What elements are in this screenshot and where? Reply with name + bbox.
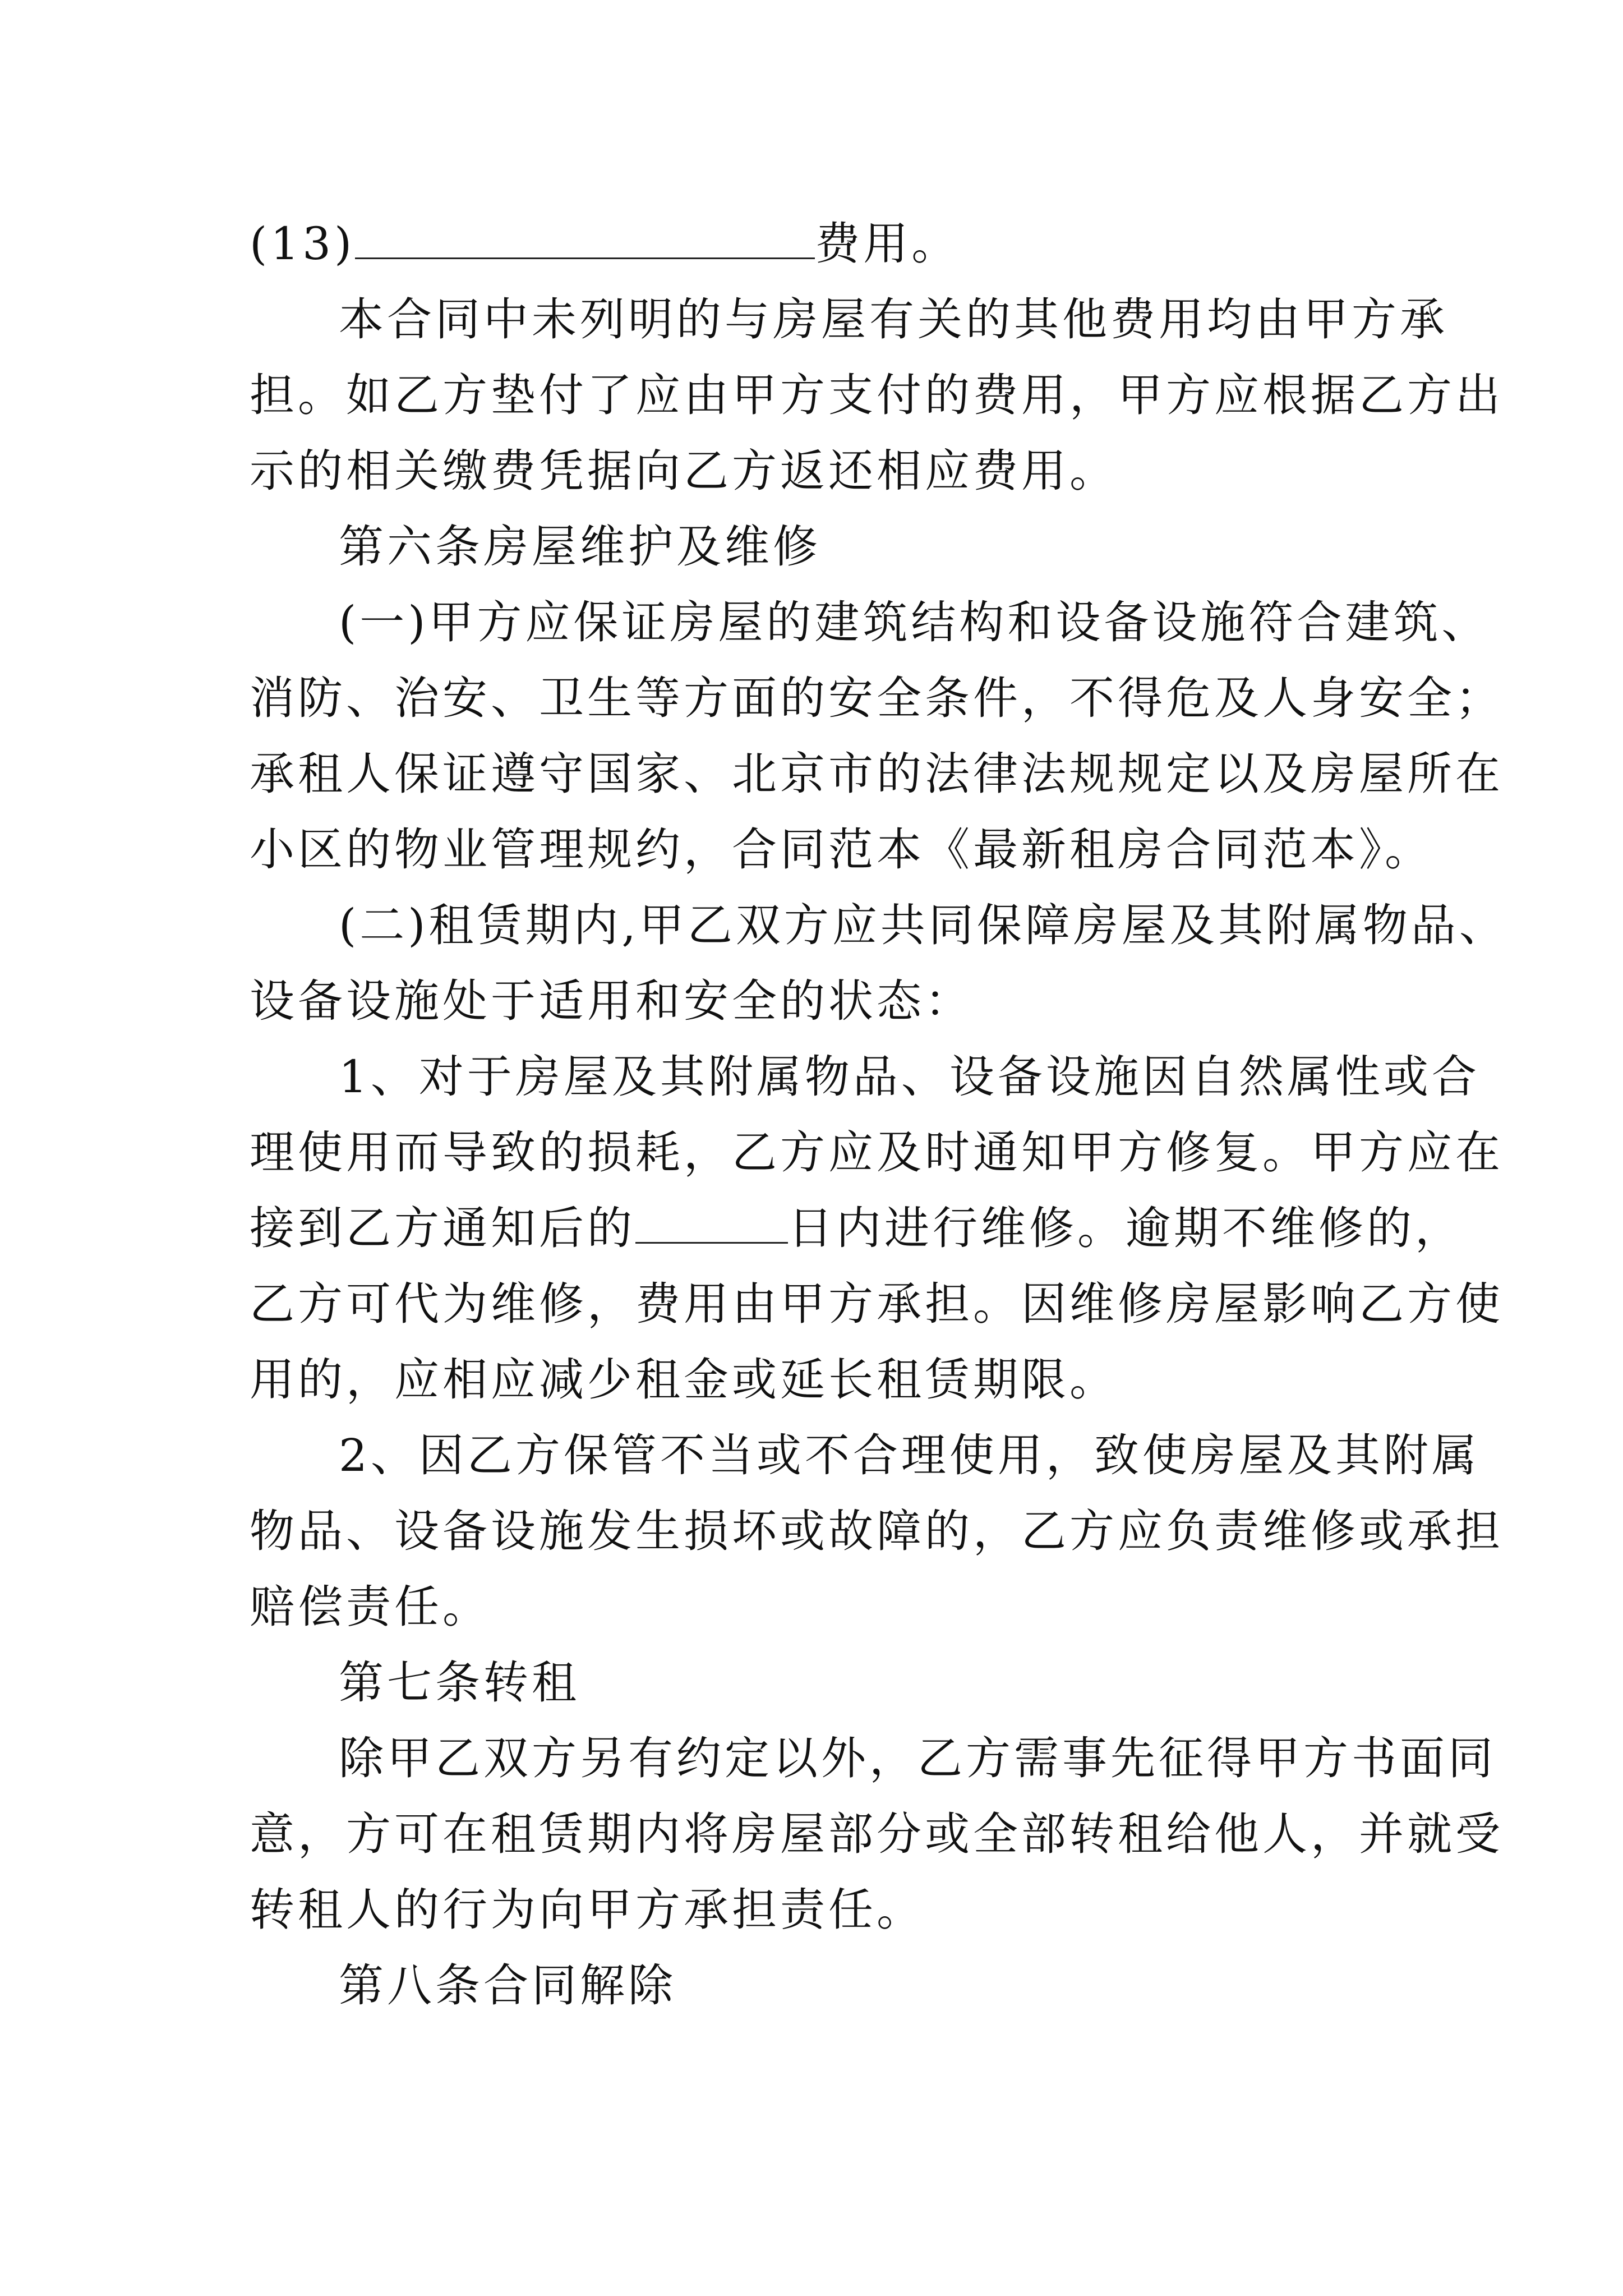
paragraph-line: 小区的物业管理规约，合同范本《最新租房合同范本》。 — [250, 823, 1433, 876]
paragraph-line: 2、因乙方保管不当或不合理使用，致使房屋及其附属 — [339, 1429, 1480, 1481]
article-6-heading: 第六条房屋维护及维修 — [339, 521, 821, 573]
article-8-heading: 第八条合同解除 — [339, 1959, 676, 2012]
paragraph-line: 消防、治安、卫生等方面的安全条件，不得危及人身安全； — [250, 672, 1504, 724]
paragraph-line: 用的，应相应减少租金或延长租赁期限。 — [250, 1354, 1118, 1406]
article-7-heading: 第七条转租 — [339, 1657, 580, 1709]
paragraph-line: 转租人的行为向甲方承担责任。 — [250, 1884, 925, 1936]
fee-item-13-text: 费用。 — [815, 218, 960, 270]
paragraph-line: 除甲乙双方另有约定以外，乙方需事先征得甲方书面同 — [339, 1732, 1496, 1784]
paragraph-line: 物品、设备设施发生损坏或故障的，乙方应负责维修或承担 — [250, 1505, 1504, 1557]
paragraph-line: (二)租赁期内,甲乙双方应共同保障房屋及其附属物品、 — [339, 899, 1507, 951]
paragraph-line: 担。如乙方垫付了应由甲方支付的费用，甲方应根据乙方出 — [250, 369, 1504, 421]
paragraph-line: 赔偿责任。 — [250, 1581, 491, 1633]
repair-days-pre-text: 接到乙方通知后的 — [250, 1202, 635, 1254]
paragraph-line: 本合同中未列明的与房屋有关的其他费用均由甲方承 — [339, 293, 1448, 346]
paragraph-line: 设备设施处于适用和安全的状态： — [250, 975, 973, 1027]
paragraph-line: 1、对于房屋及其附属物品、设备设施因自然属性或合 — [339, 1051, 1480, 1103]
paragraph-line: 意，方可在租赁期内将房屋部分或全部转租给他人，并就受 — [250, 1808, 1504, 1860]
repair-days-line — [250, 1200, 1463, 1257]
repair-days-post-text: 日内进行维修。逾期不维修的， — [788, 1202, 1463, 1254]
paragraph-line: 示的相关缴费凭据向乙方返还相应费用。 — [250, 445, 1118, 497]
paragraph-line: 承租人保证遵守国家、北京市的法律法规规定以及房屋所在 — [250, 748, 1504, 800]
fee-item-13-number: (13) — [250, 218, 356, 270]
fee-item-13-blank — [355, 223, 815, 259]
paragraph-line: 乙方可代为维修，费用由甲方承担。因维修房屋影响乙方使 — [250, 1278, 1504, 1330]
repair-days-blank — [635, 1207, 788, 1244]
paragraph-line: 理使用而导致的损耗，乙方应及时通知甲方修复。甲方应在 — [250, 1126, 1504, 1179]
paragraph-line: (一)甲方应保证房屋的建筑结构和设备设施符合建筑、 — [339, 596, 1490, 648]
fee-item-13 — [250, 216, 960, 272]
